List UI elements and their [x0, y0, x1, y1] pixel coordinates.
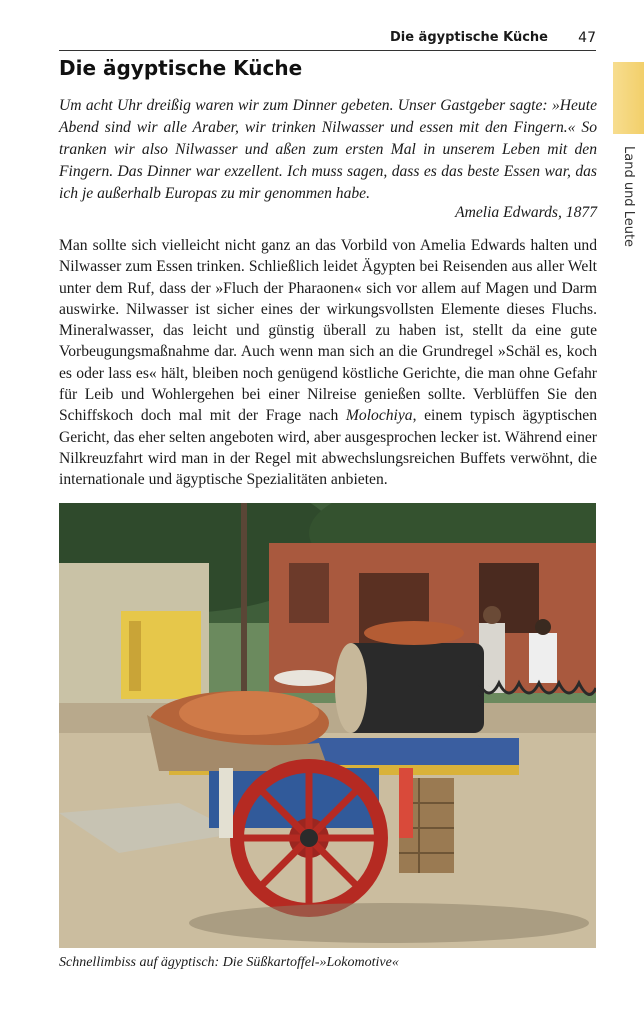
page-number: 47 [578, 30, 596, 46]
epigraph-quote: Um acht Uhr dreißig waren wir zum Dinner gebeten. Unser Gastgeber sagte: »Heute Abend sind wir alle Araber, wir trinken Nilwasser und essen mit den Fingern.« So tranken wir also Nilwasser und aßen zum ersten Mal in unserem Leben mit den Fingern. Das Dinner war exzellent. Ich muss sagen, dass es das beste Essen war, das ich je außerhalb Europas zu mir genommen habe. [59, 97, 597, 202]
quote-attribution: Amelia Edwards, 1877 [455, 204, 597, 221]
running-head-title: Die ägyptische Küche [389, 30, 548, 45]
body-text-part-1: Man sollte sich vielleicht nicht ganz an das Vorbild von Amelia Edwards halten und Nilwasser zum Essen trinken. Schließlich leidet Ägypten bei Reisenden aus aller Welt unter dem Ruf, dass der »Fluch der Pharaonen« sich vor allem auf Magen und Darm auswirke. Nilwasser ist sicher eines der wirkungsvollsten Elemente dieses Fluchs. Mineralwasser, das leicht und günstig überall zu haben ist, stellt da eine gute Vorbeugungsmaßnahme dar. Auch wenn man sich an die Grundregel »Schäl es, koch es oder lass es« hält, bleiben noch genügend köstliche Gerichte, die man ohne Gefahr für Leib und Wohlergehen bei einer Nilreise genießen sollte. Verblüffen Sie den Schiffskoch doch mal mit der Frage nach [59, 237, 597, 425]
photo-caption: Schnellimbiss auf ägyptisch: Die Süßkartoffel-»Lokomotive« [59, 955, 399, 970]
body-text-part-2: , einem typisch ägyptischen Gericht, das eher selten angeboten wird, aber ausgesprochen lecker ist. Während einer Nilkreuzfahrt wird man in der Regel mit abwechslungsreichen Buffets verwöhnt, die internationale und ägyptische Spezialitäten anbieten. [59, 407, 597, 489]
street-food-photo [59, 503, 596, 948]
body-paragraph [59, 235, 597, 491]
chapter-tab-label: Land und Leute [621, 146, 636, 248]
chapter-tab [613, 62, 644, 134]
section-heading: Die ägyptische Küche [59, 56, 303, 80]
body-italic-term: Molochiya [345, 407, 413, 425]
running-head [59, 28, 596, 51]
